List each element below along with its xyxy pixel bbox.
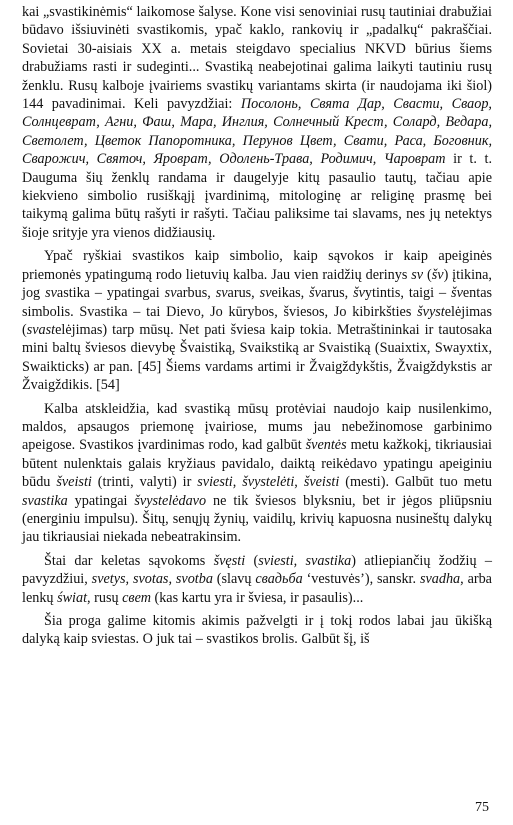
text-run: ir t. t. Dauguma šių ženklų randama ir daugelyje kitų pasaulio tautų, tačiau apie kiekvieno simbolio rusiškąjį įvardinimą, mitologinę ar religinę prasmę bei taikymą galima būtų rašyti ir rašyti. Tačiau paliksime tai slavams, nes jų netektys šioje srityje yra vienos didžiausių. bbox=[22, 151, 492, 241]
italic-text-run: свет bbox=[122, 589, 151, 606]
italic-text-run: šventės bbox=[305, 437, 347, 454]
text-run: (kas kartu yra ir šviesa, ir pasaulis)... bbox=[150, 589, 364, 606]
italic-text-run: šveisti bbox=[56, 474, 92, 491]
text-run: Ypač ryškiai svastikos kaip simbolio, kaip sąvokos ir kaip apeiginės priemonės ypatingumą rodo lietuvių kalba. Jau vien raidžių derinys bbox=[22, 248, 492, 283]
text-run: (trinti, valyti) ir bbox=[91, 474, 198, 491]
text-run: (mesti). Galbūt tuo metu bbox=[339, 474, 493, 491]
text-run: arbus, bbox=[176, 285, 216, 302]
text-run: , bbox=[232, 474, 243, 491]
text-run: kai „svastikinėmis“ laikomose šalyse. Kone visi senoviniai rusų tautiniai drabužiai būdavo išsiuvinėti svastikomis, ypač kaklo, rankovių ir „padalkų“ pakraščiai. Sovietai 30-aisiais XX a. metais steigdavo specialius NKVD būrius šiems drabužiams rasti ir sudeginti... Svastiką neabejotinai galima laikyti tautiniu rusų ženklu. Rusų kalboje įvairiems svastikų variantams skirta (ir naudojama iki šiol) 144 pavadinimai. Keli pavyzdžiai: bbox=[22, 4, 492, 113]
text-run: eikas, bbox=[271, 285, 310, 302]
italic-text-run: sv bbox=[164, 285, 177, 302]
paragraph-4 bbox=[22, 552, 492, 607]
italic-text-run: sv bbox=[45, 285, 57, 302]
italic-text-run: sv bbox=[259, 285, 272, 302]
italic-text-run: svast bbox=[26, 321, 56, 338]
text-run: ne tik šviesos blyksniu, bet ir jėgos pliūpsniu (energiniu impulsu). Šitų, senųjų žynių, vaidilų, krivių kapuosna nusineštų dalykų jau tikriausiai niekada nebeatrakinsim. bbox=[22, 492, 493, 546]
italic-text-run: švęsti bbox=[213, 552, 246, 569]
italic-text-run: sv bbox=[215, 285, 228, 302]
text-run: ypatingai bbox=[67, 492, 135, 509]
italic-text-run: šv bbox=[309, 285, 321, 302]
page-number: 75 bbox=[475, 800, 489, 815]
italic-text-run: švystelėdavo bbox=[134, 492, 207, 509]
italic-text-run: sviesti bbox=[197, 474, 233, 491]
paragraph-1 bbox=[22, 3, 492, 242]
italic-text-run: svastika bbox=[22, 492, 68, 509]
text-run: metu kažkokį, tikriausiai būtent nulenktais galais kryžiaus pavidalo, daiktą reikėdavo ypatingu apeiginiu būdu bbox=[22, 437, 492, 491]
text-run: , bbox=[294, 474, 304, 491]
paragraph-5 bbox=[22, 612, 492, 649]
text-run: , rusų bbox=[87, 589, 123, 606]
text-run: elėjimas ( bbox=[22, 303, 492, 338]
text-run: ‘vestuvės’), sanskr. bbox=[302, 571, 420, 588]
text-run: entas simbolis. Svastika – tai Dievo, Jo kūrybos, šviesos, Jo kibirkšties bbox=[22, 285, 493, 320]
text-run: arus, bbox=[227, 285, 260, 302]
text-run: ) įtikina, jog bbox=[22, 266, 492, 302]
italic-text-run: świat bbox=[57, 589, 88, 606]
text-run: ( bbox=[245, 552, 259, 569]
italic-text-run: sviesti, svastika bbox=[258, 552, 352, 569]
text-run: Kalba atskleidžia, kad svastiką mūsų protėviai naudojo kaip nusilenkimo, maldos, apsaugos priemonę įvairiose, mums jau nebežinomose garbinimo apeigose. Svastikos įvardinimas rodo, kad galbūt bbox=[22, 400, 492, 454]
paragraph-3 bbox=[22, 400, 492, 547]
text-run: Šia proga galime kitomis akimis pažvelgti ir į tokį rodos labai jau ūkišką dalyką kaip sviestas. O juk tai – svastikos brolis. Galbūt šį, iš bbox=[22, 613, 492, 648]
text-run: astika – ypatingai bbox=[56, 285, 165, 302]
italic-text-run: sv bbox=[411, 266, 424, 283]
italic-text-run: šv bbox=[431, 266, 444, 283]
text-run: , arba lenkų bbox=[22, 571, 492, 606]
italic-text-run: svadha bbox=[419, 571, 461, 588]
italic-text-run: šv bbox=[451, 285, 463, 302]
paragraph-2 bbox=[22, 247, 492, 394]
text-run: ) atliepiančių žodžių – pavyzdžiui, bbox=[22, 552, 493, 588]
italic-text-run: Посолонь, Свята Дар, Свасти, Сваор, Солнцеврат, Агни, Фаш, Мара, Инглия, Солнечный Крест, Солард, Ведара, Светолет, Цветок Папоротника, Перунов Цвет, Свати, Раса, Боговник, Сварожич, Святоч, Яроврат, Одолень-Трава, Родимич, Чароврат bbox=[22, 96, 492, 168]
italic-text-run: свадьба bbox=[255, 571, 303, 588]
text-run: Štai dar keletas sąvokoms bbox=[44, 552, 214, 569]
text-run: ytintis, taigi – bbox=[364, 285, 452, 302]
text-run: arus, bbox=[320, 285, 354, 302]
italic-text-run: švystelėti bbox=[242, 474, 295, 491]
text-run: ( bbox=[423, 266, 432, 283]
text-run: (slavų bbox=[212, 571, 256, 588]
italic-text-run: šv bbox=[353, 285, 365, 302]
italic-text-run: šveisti bbox=[303, 474, 340, 491]
italic-text-run: švyst bbox=[417, 303, 445, 320]
italic-text-run: svetys, svotas, svotba bbox=[91, 571, 213, 588]
text-run: elėjimas) tarp mūsų. Net pati šviesa kaip tokia. Metraštininkai ir tautosaka mini baltų šviesos dievybę Švaistiką, Svaikstiką ar Svaistiką (Suaixtix, Swayxtix, Swaikticks) ar pan. [45] Šiems vardams artimi ir Žvaigždykštis, Žvaigždykstis ar Žvaigždikis. [54] bbox=[22, 321, 492, 394]
